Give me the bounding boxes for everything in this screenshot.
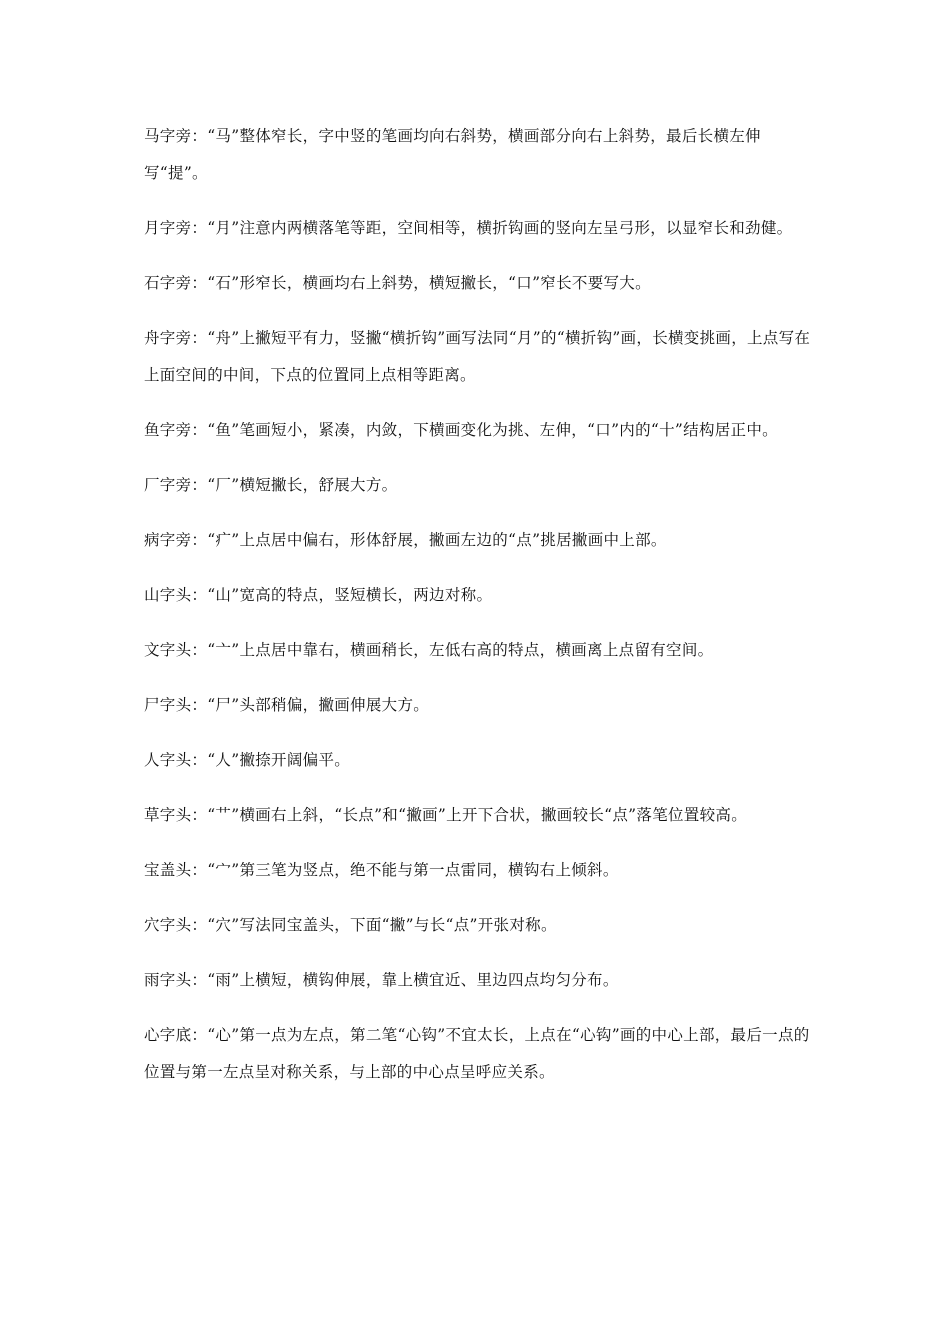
paragraph-chang-radical: 厂字旁：“厂”横短撇长，舒展大方。 [144,476,398,494]
paragraph-shi-radical: 石字旁：“石”形窄长，横画均右上斜势，横短撇长，“口”窄长不要写大。 [144,274,651,292]
document-body [144,118,814,1109]
paragraph-xue-top: 穴字头：“穴”写法同宝盖头，下面“撇”与长“点”开张对称。 [144,916,557,934]
paragraph-baogai-top: 宝盖头：“宀”第三笔为竖点，绝不能与第一点雷同，横钩右上倾斜。 [144,861,619,879]
paragraph-shan-top: 山字头：“山”宽高的特点，竖短横长，两边对称。 [144,586,493,604]
paragraph-wen-top: 文字头：“亠”上点居中靠右，横画稍长，左低右高的特点，横画离上点留有空间。 [144,641,714,659]
paragraph-shi-top: 尸字头：“尸”头部稍偏，撇画伸展大方。 [144,696,430,714]
paragraph-ma-radical: 马字旁：“马”整体窄长，字中竖的笔画均向右斜势，横画部分向右上斜势，最后长横左伸写“提”。 [144,127,761,182]
paragraph-yu-top: 雨字头：“雨”上横短，横钩伸展，靠上横宜近、里边四点均匀分布。 [144,971,619,989]
paragraph-zhou-radical: 舟字旁：“舟”上撇短平有力，竖撇“横折钩”画写法同“月”的“横折钩”画，长横变挑画，上点写在上面空间的中间，下点的位置同上点相等距离。 [144,329,811,384]
paragraph-ren-top: 人字头：“人”撇捺开阔偏平。 [144,751,351,769]
paragraph-yue-radical: 月字旁：“月”注意内两横落笔等距，空间相等，横折钩画的竖向左呈弓形，以显窄长和劲健。 [144,219,793,237]
paragraph-bing-radical: 病字旁：“疒”上点居中偏右，形体舒展，撇画左边的“点”挑居撇画中上部。 [144,531,667,549]
paragraph-xin-bottom: 心字底：“心”第一点为左点，第二笔“心钩”不宜太长，上点在“心钩”画的中心上部，最后一点的位置与第一左点呈对称关系，与上部的中心点呈呼应关系。 [144,1026,810,1081]
paragraph-yu-radical: 鱼字旁：“鱼”笔画短小，紧凑，内敛，下横画变化为挑、左伸，“口”内的“十”结构居正中。 [144,421,778,439]
paragraph-cao-top: 草字头：“艹”横画右上斜，“长点”和“撇画”上开下合状，撇画较长“点”落笔位置较高。 [144,806,747,824]
